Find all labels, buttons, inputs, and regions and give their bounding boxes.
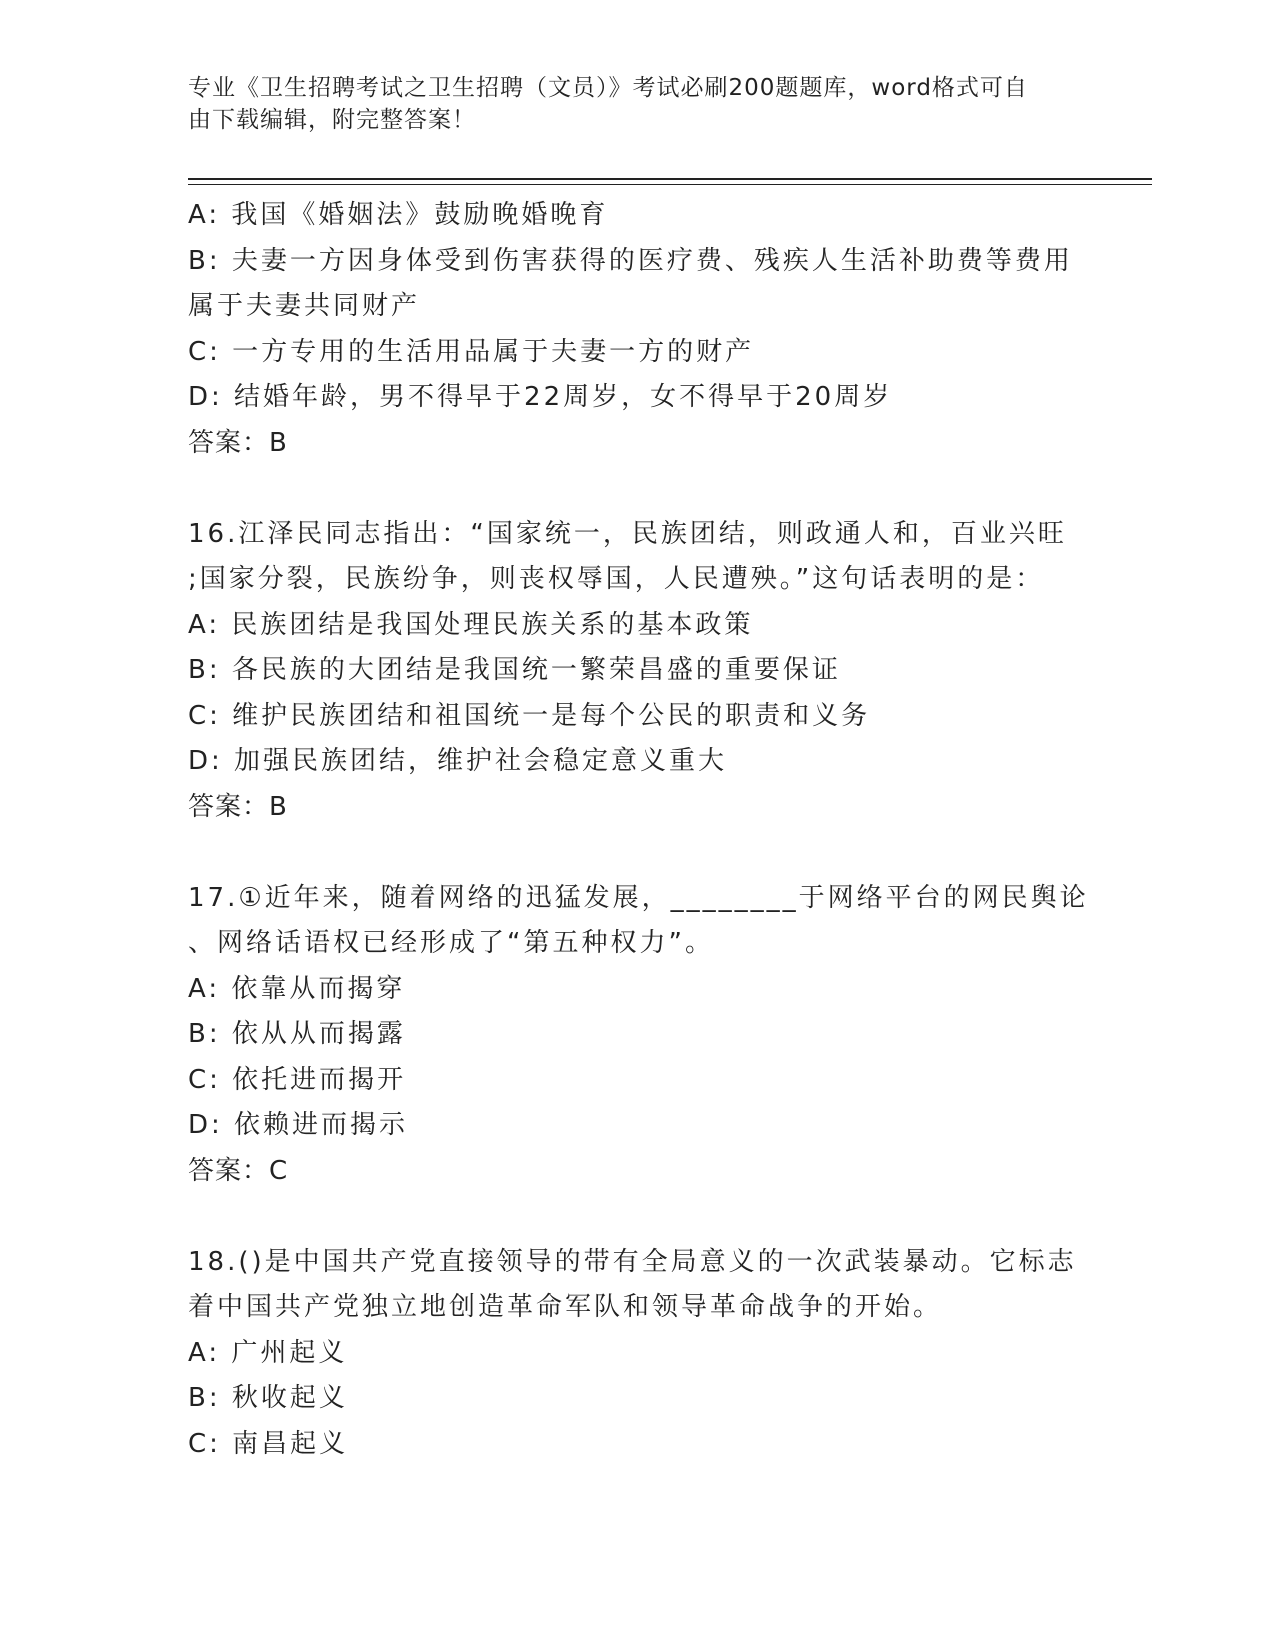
q17-option-d: D: 依赖进而揭示 — [188, 1110, 409, 1140]
q18-option-b: B: 秋收起义 — [188, 1383, 348, 1413]
q15-answer: 答案：B — [188, 427, 288, 458]
question-spacer — [188, 830, 1088, 876]
header-divider-thin — [188, 184, 1152, 185]
q18-stem-line-2: 着中国共产党独立地创造革命军队和领导革命战争的开始。 — [188, 1292, 943, 1322]
q17-answer: 答案：C — [188, 1155, 289, 1186]
header-divider-thick — [188, 178, 1152, 180]
header-title-line-1: 专业《卫生招聘考试之卫生招聘（文员）》考试必刷200题题库，word格式可自 — [188, 75, 1028, 101]
q17-stem-line-1: 17.①近年来，随着网络的迅猛发展，________于网络平台的网民舆论 — [188, 882, 1089, 913]
q17-option-a: A: 依靠从而揭穿 — [188, 973, 406, 1004]
q16-stem-line-2: ;国家分裂，民族纷争，则丧权辱国，人民遭殃。”这句话表明的是： — [188, 564, 1045, 594]
document-header — [188, 72, 1068, 136]
q16-option-b: B: 各民族的大团结是我国统一繁荣昌盛的重要保证 — [188, 655, 841, 685]
q17-option-c: C: 依托进而揭开 — [188, 1064, 407, 1095]
q16-option-a: A: 民族团结是我国处理民族关系的基本政策 — [188, 609, 754, 640]
q16-option-d: D: 加强民族团结，维护社会稳定意义重大 — [188, 746, 728, 776]
q18-option-a: A: 广州起义 — [188, 1337, 348, 1368]
question-list — [188, 193, 1088, 1467]
question-spacer — [188, 466, 1088, 512]
q15-option-a: A: 我国《婚姻法》鼓励晚婚晚育 — [188, 200, 609, 230]
question-spacer — [188, 1194, 1088, 1240]
q15-option-d: D: 结婚年龄，男不得早于22周岁，女不得早于20周岁 — [188, 382, 893, 412]
q18-option-c: C: 南昌起义 — [188, 1428, 349, 1459]
q15-option-c: C: 一方专用的生活用品属于夫妻一方的财产 — [188, 336, 755, 367]
q16-stem-line-1: 16.江泽民同志指出：“国家统一，民族团结，则政通人和，百业兴旺 — [188, 518, 1067, 549]
q17-option-b: B: 依从从而揭露 — [188, 1019, 406, 1049]
q15-option-b-line-1: B: 夫妻一方因身体受到伤害获得的医疗费、残疾人生活补助费等费用 — [188, 245, 1073, 276]
header-title-line-2: 由下载编辑，附完整答案！ — [188, 107, 476, 133]
question-18-block — [188, 1240, 1088, 1468]
q16-answer: 答案：B — [188, 791, 288, 822]
question-17-block — [188, 876, 1088, 1195]
q18-stem-line-1: 18.()是中国共产党直接领导的带有全局意义的一次武装暴动。它标志 — [188, 1246, 1077, 1277]
q15-option-b-line-2: 属于夫妻共同财产 — [188, 291, 421, 321]
question-16-block — [188, 512, 1088, 831]
q17-stem-line-2: 、网络话语权已经形成了“第五种权力”。 — [188, 928, 714, 958]
question-15-block — [188, 193, 1088, 466]
q16-option-c: C: 维护民族团结和祖国统一是每个公民的职责和义务 — [188, 700, 871, 731]
